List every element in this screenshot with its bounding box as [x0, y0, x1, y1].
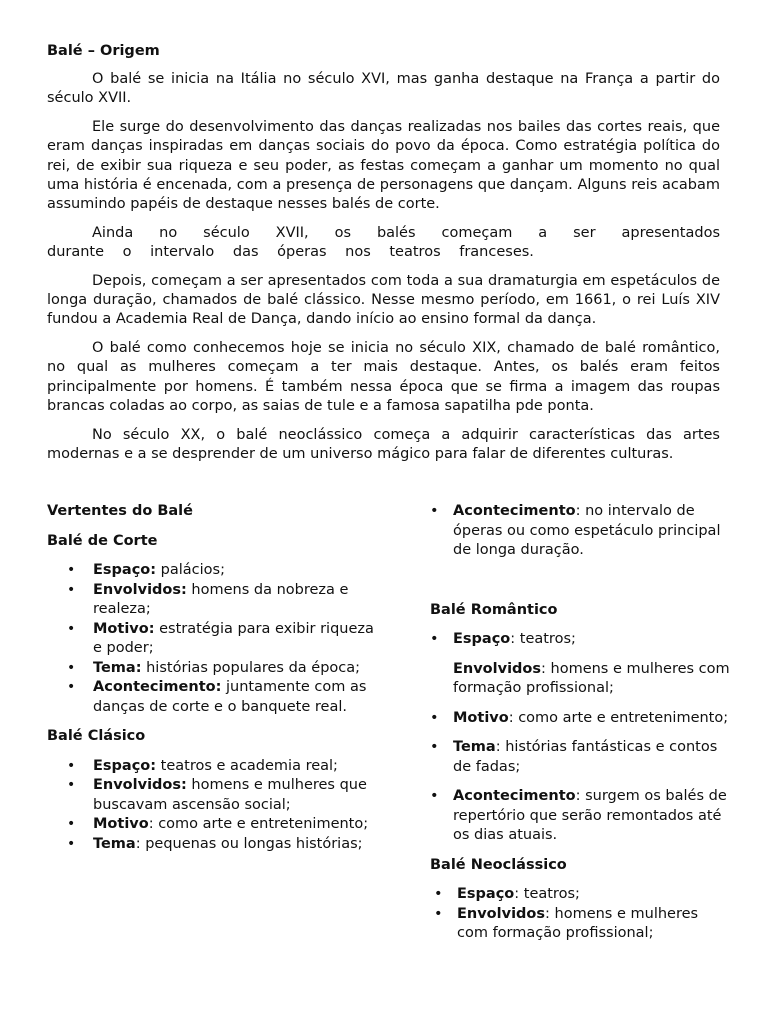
item-text: : como arte e entretenimento; — [508, 709, 729, 726]
bullet-icon: • — [67, 777, 76, 793]
item-label: Motivo: — [93, 620, 155, 637]
list-item — [47, 815, 377, 835]
list-item — [47, 757, 377, 777]
bullet-icon: • — [67, 581, 76, 598]
item-label: Acontecimento — [453, 503, 576, 519]
list-item — [47, 776, 377, 815]
bullet-icon: • — [434, 886, 443, 902]
item-label: Envolvidos — [453, 660, 542, 677]
item-label: Tema — [453, 739, 496, 755]
item-text: : homens e mulheres com formação profissional; — [453, 660, 730, 696]
item-text: palácios; — [156, 562, 225, 578]
item-text: : teatros; — [514, 886, 580, 902]
right-column — [430, 502, 730, 944]
item-label: Espaço: — [93, 562, 157, 578]
list-item — [430, 502, 730, 561]
bullet-icon: • — [430, 739, 439, 755]
bullet-icon: • — [430, 503, 439, 519]
left-column — [47, 502, 377, 854]
neoclassico-heading: Balé Neoclássico — [430, 856, 567, 873]
item-label: Espaço — [453, 631, 511, 647]
list-item — [47, 678, 377, 717]
bullet-icon: • — [67, 757, 76, 774]
item-text: homens e mulheres que buscavam ascensão social; — [93, 777, 367, 813]
list-item — [430, 885, 730, 905]
item-text: : homens e mulheres com formação profissional; — [457, 905, 699, 941]
bullet-icon: • — [434, 905, 443, 922]
list-item — [47, 659, 377, 679]
list-item — [47, 620, 377, 659]
item-text: : surgem os balés de repertório que serão remontados até os dias atuais. — [453, 788, 727, 843]
item-label: Espaço — [457, 886, 515, 902]
bullet-icon: • — [67, 835, 76, 852]
page-title: Balé – Origem — [47, 43, 160, 59]
item-text: juntamente com as danças de corte e o banquete real. — [93, 679, 367, 715]
paragraph-4: Depois, começam a ser apresentados com toda a sua dramaturgia em espetáculos de longa duração, chamados de balé clássico. Nesse mesmo período, em 1661, o rei Luís XIV fundou a Academia Real de Dança, dando início ao ensino formal da dança. — [47, 272, 720, 328]
classico-heading: Balé Clásico — [47, 728, 146, 744]
item-label: Envolvidos: — [93, 581, 187, 598]
item-text: estratégia para exibir riqueza e poder; — [93, 620, 374, 656]
vertentes-heading: Vertentes do Balé — [47, 503, 193, 519]
bullet-icon: • — [430, 709, 439, 726]
item-text: histórias populares da época; — [141, 659, 361, 676]
item-label: Motivo — [453, 709, 509, 726]
item-label: Envolvidos: — [93, 777, 187, 793]
paragraph-5: O balé como conhecemos hoje se inicia no século XIX, chamado de balé romântico, no qual as mulheres começam a ter mais destaque. Antes, os balés eram feitos principalmente por homens. É também nessa época que se firma a imagem das roupas brancas coladas ao corpo, as saias de tule e a famosa sapatilha pde ponta. — [47, 339, 720, 415]
list-item — [47, 835, 377, 855]
list-item — [430, 630, 730, 650]
item-label: Motivo — [93, 816, 149, 832]
list-item — [430, 738, 730, 777]
corte-heading: Balé de Corte — [47, 532, 158, 549]
list-item — [430, 709, 730, 729]
bullet-icon: • — [67, 562, 76, 578]
list-item — [47, 581, 377, 620]
item-text: : teatros; — [510, 631, 576, 647]
bullet-icon: • — [67, 679, 76, 695]
list-item — [430, 787, 730, 846]
item-text: homens da nobreza e realeza; — [93, 581, 349, 617]
paragraph-2: Ele surge do desenvolvimento das danças realizadas nos bailes das cortes reais, que eram danças inspiradas em danças sociais do povo da época. Como estratégia política do rei, de exibir sua riqueza e seu poder, as festas começam a ganhar um momento no qual uma história é encenada, com a presença de personagens que dançam. Alguns reis acabam assumindo papéis de destaque nesses balés de corte. — [47, 118, 720, 213]
paragraph-1: O balé se inicia na Itália no século XVI, mas ganha destaque na França a partir do século XVII. — [47, 71, 720, 107]
list-item — [430, 905, 730, 944]
list-item — [47, 561, 377, 581]
bullet-icon: • — [430, 788, 439, 804]
item-text: : pequenas ou longas histórias; — [135, 835, 363, 852]
document-page — [47, 42, 720, 473]
bullet-icon: • — [67, 659, 76, 676]
bullet-icon: • — [430, 631, 439, 647]
bullet-icon: • — [67, 816, 76, 832]
item-text: teatros e academia real; — [156, 757, 338, 774]
list-item — [430, 660, 730, 699]
paragraph-6: No século XX, o balé neoclássico começa a adquirir características das artes modernas e a se desprender de um universo mágico para falar de diferentes culturas. — [47, 426, 720, 462]
bullet-icon: • — [67, 620, 76, 637]
item-label: Envolvidos — [457, 905, 546, 922]
item-label: Tema — [93, 835, 136, 852]
item-label: Acontecimento — [453, 788, 576, 804]
item-label: Espaço: — [93, 757, 157, 774]
item-text: : histórias fantásticas e contos de fadas; — [453, 739, 718, 775]
paragraph-3: Ainda no século XVII, os balés começam a ser apresentados durante o intervalo das óperas nos teatros franceses. — [47, 224, 720, 261]
classico-list — [47, 757, 377, 855]
corte-list — [47, 561, 377, 717]
romantico-heading: Balé Romântico — [430, 601, 558, 618]
item-text: : no intervalo de óperas ou como espetáculo principal de longa duração. — [453, 503, 721, 558]
item-label: Acontecimento: — [93, 679, 222, 695]
item-label: Tema: — [93, 659, 142, 676]
item-text: : como arte e entretenimento; — [148, 816, 369, 832]
